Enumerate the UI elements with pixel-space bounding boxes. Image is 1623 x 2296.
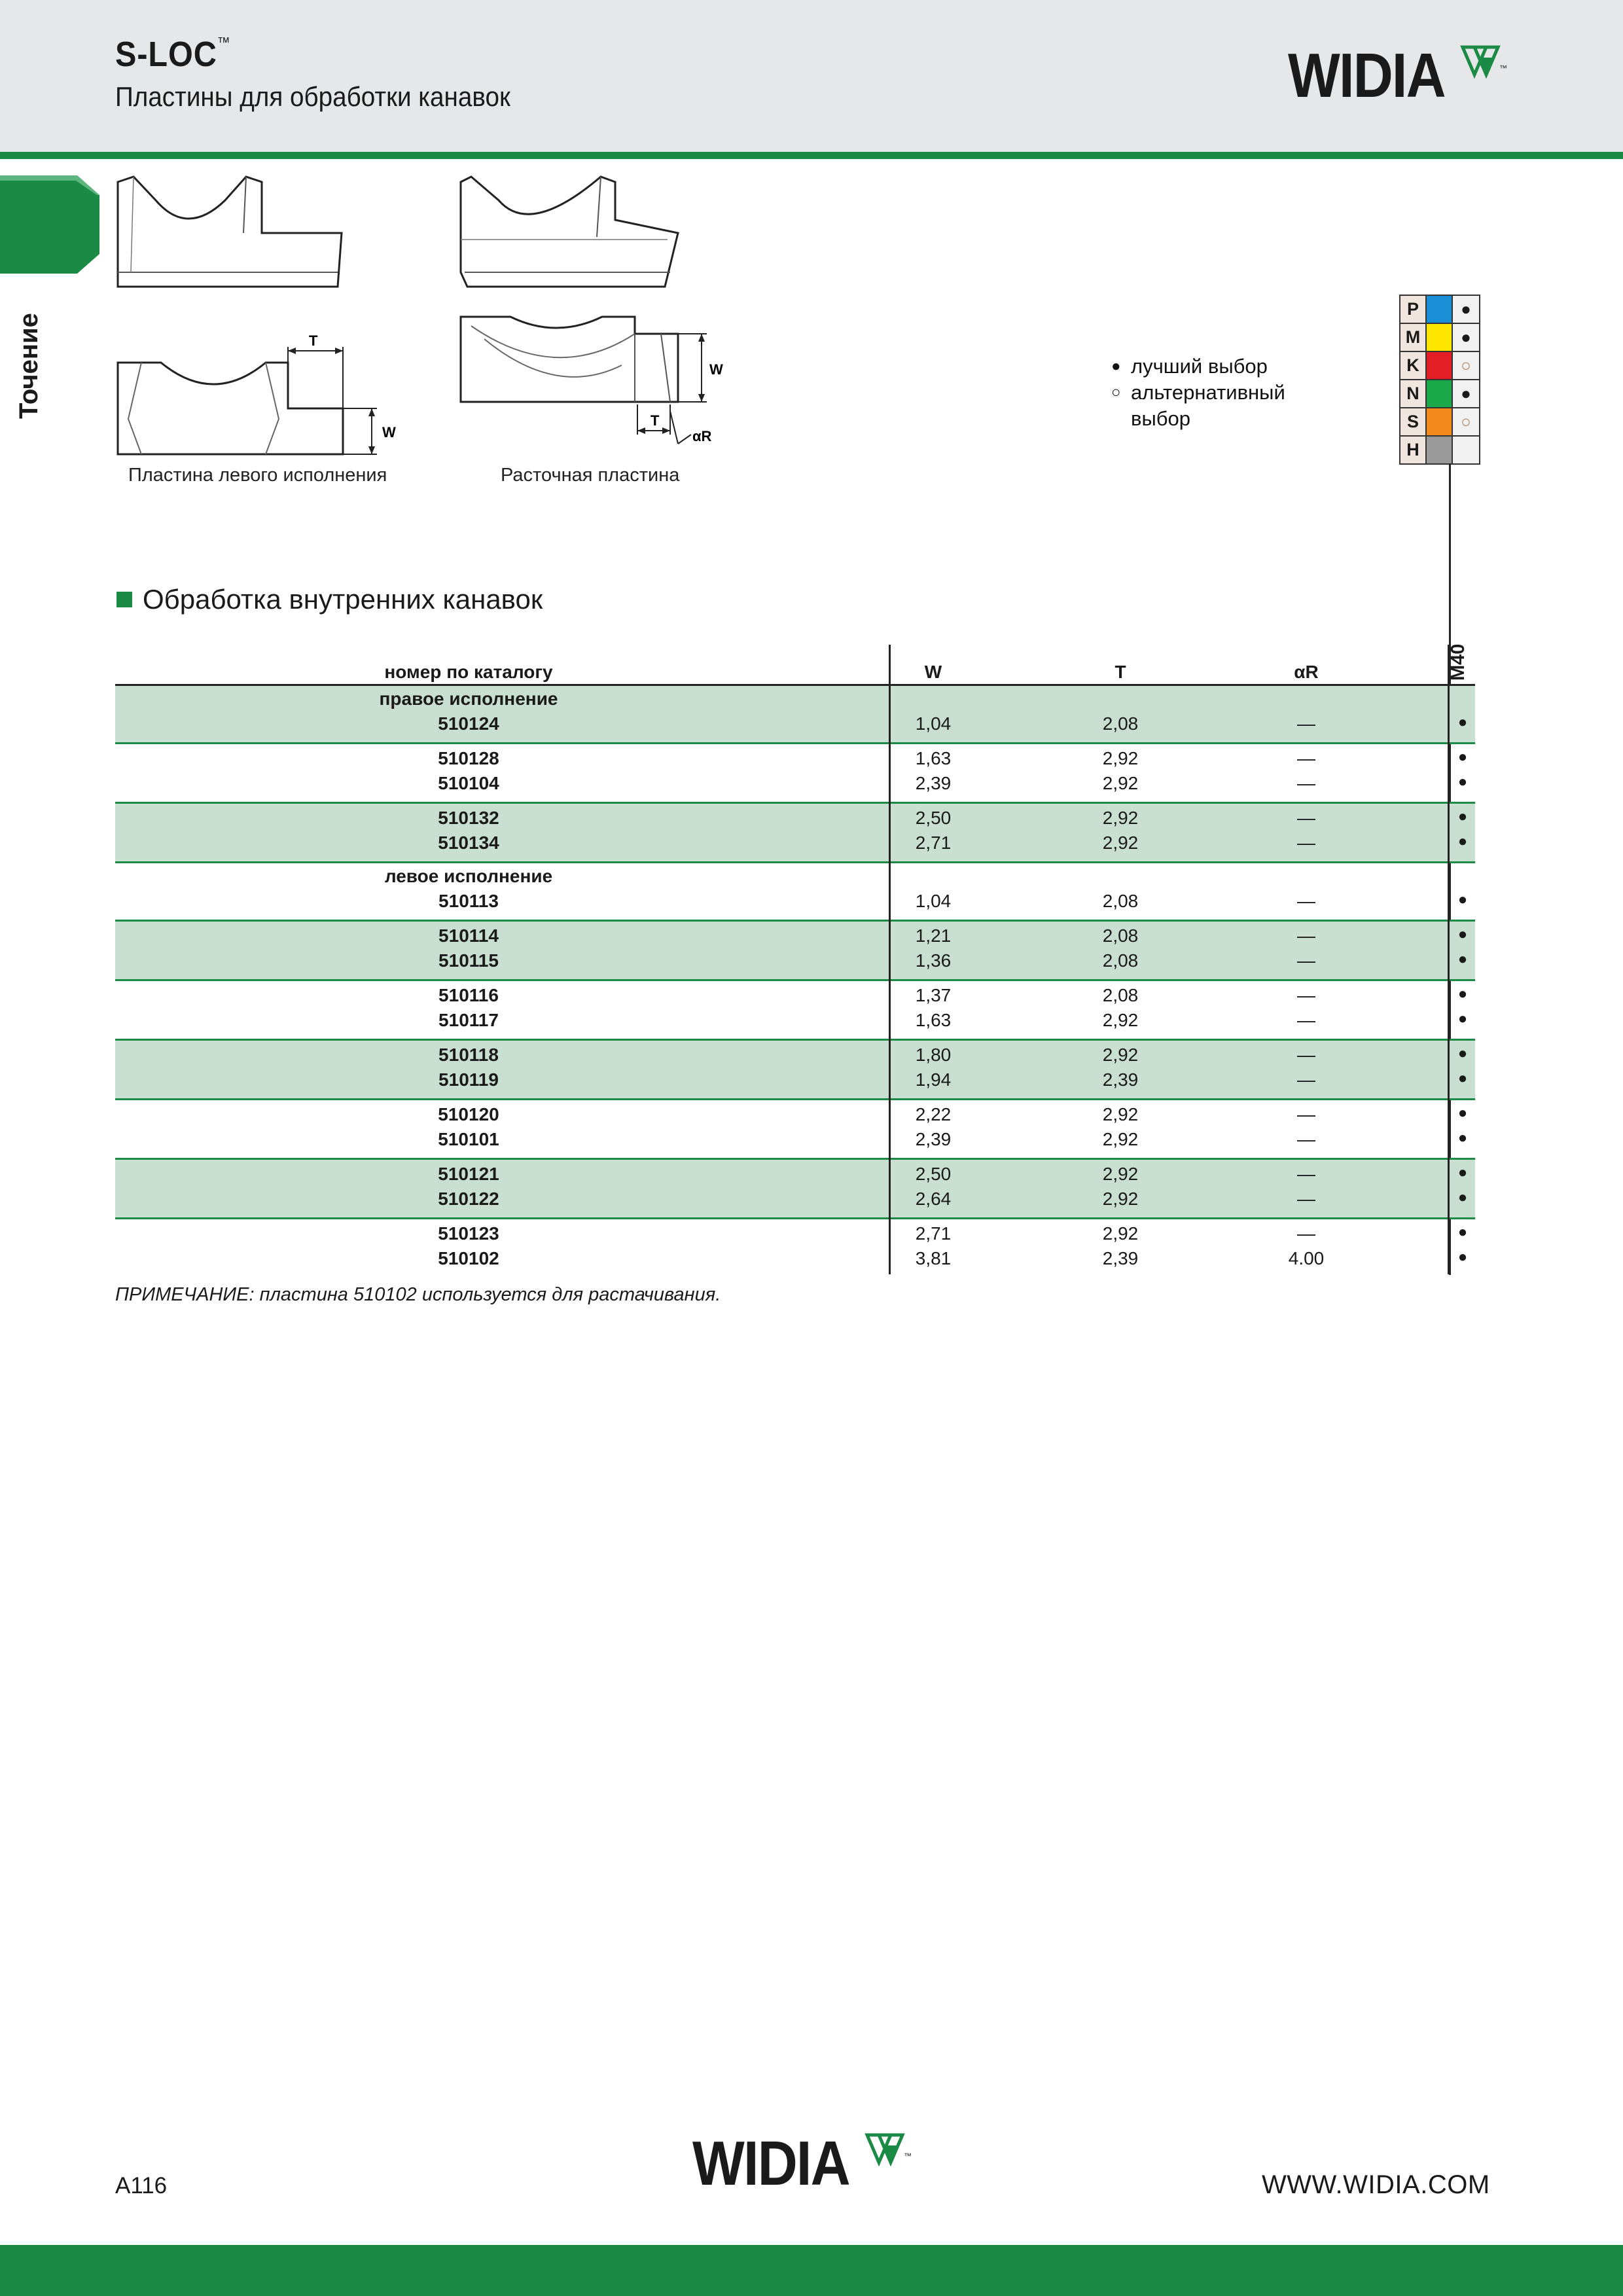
dim-W2-label: W	[709, 361, 723, 378]
catalog-number: 510115	[438, 950, 499, 971]
cell-aR: —	[1297, 1223, 1315, 1244]
cell-aR: —	[1297, 1045, 1315, 1065]
cell-T: 2,08	[1102, 925, 1139, 946]
page-subtitle: Пластины для обработки канавок	[115, 81, 510, 112]
cell-W: 1,63	[915, 748, 952, 768]
material-rating: ●	[1452, 323, 1480, 351]
cell-T: 2,39	[1102, 1069, 1139, 1090]
cell-aR: —	[1297, 1010, 1315, 1030]
grade-rating-icon: ●	[1457, 1010, 1468, 1028]
material-color-swatch	[1426, 323, 1452, 351]
table-row-group	[115, 1219, 1475, 1274]
table-row-group	[115, 1041, 1475, 1100]
material-color-swatch	[1426, 436, 1452, 464]
cell-W: 1,04	[915, 713, 952, 734]
material-letter: H	[1400, 436, 1426, 464]
legend-alt-line2: выбор	[1131, 407, 1190, 430]
catalog-number: 510134	[438, 833, 499, 853]
left-insert-caption: Пластина левого исполнения	[128, 465, 387, 486]
cell-aR: —	[1297, 1069, 1315, 1090]
cell-aR: —	[1297, 713, 1315, 734]
cell-aR: —	[1297, 1164, 1315, 1184]
cell-aR: —	[1297, 985, 1315, 1005]
header-W: W	[924, 662, 942, 682]
cell-T: 2,92	[1102, 773, 1139, 793]
cell-W: 2,39	[915, 773, 952, 793]
legend	[1111, 353, 1285, 432]
catalog-number: 510124	[438, 713, 499, 734]
material-rating: ○	[1452, 351, 1480, 380]
cell-aR: —	[1297, 891, 1315, 911]
header-T: T	[1115, 662, 1126, 682]
header-catalog: номер по каталогу	[384, 662, 553, 682]
grade-rating-icon: ●	[1457, 1069, 1468, 1087]
cell-T: 2,39	[1102, 1248, 1139, 1268]
legend-best-label: лучший выбор	[1131, 355, 1268, 378]
left-insert-top-view	[115, 174, 351, 292]
dim-T2-label: T	[651, 412, 660, 429]
grade-rating-icon: ●	[1457, 713, 1468, 731]
column-divider	[889, 645, 891, 1274]
grade-rating-icon: ●	[1457, 925, 1468, 943]
cell-T: 2,92	[1102, 833, 1139, 853]
logo-word: WIDIA	[1288, 41, 1445, 111]
section-heading	[116, 584, 543, 615]
grade-rating-icon: ●	[1457, 1248, 1468, 1266]
material-row	[1400, 436, 1480, 464]
table-row-group	[115, 981, 1475, 1041]
cell-aR: —	[1297, 1129, 1315, 1149]
cell-aR: —	[1297, 1104, 1315, 1124]
cell-T: 2,92	[1102, 1223, 1139, 1244]
cell-W: 1,94	[915, 1069, 952, 1090]
table-row-group	[115, 863, 1475, 922]
grade-rating-icon: ●	[1457, 808, 1468, 825]
cell-W: 2,71	[915, 1223, 952, 1244]
grade-rating-icon: ●	[1457, 1045, 1468, 1062]
cell-W: 1,21	[915, 925, 952, 946]
material-group-chart	[1399, 295, 1480, 465]
cell-W: 1,04	[915, 891, 952, 911]
legend-alt	[1111, 380, 1285, 432]
website-link[interactable]: WWW.WIDIA.COM	[1262, 2170, 1490, 2199]
material-rating: ○	[1452, 408, 1480, 436]
cell-W: 1,36	[915, 950, 952, 971]
catalog-number: 510121	[438, 1164, 499, 1184]
dim-aR-label: αR	[692, 428, 712, 444]
grade-rating-icon: ●	[1457, 833, 1468, 850]
grade-column-line-left	[1448, 645, 1450, 1274]
material-color-swatch	[1426, 408, 1452, 436]
footer-widia-triangle-icon	[865, 2132, 917, 2178]
legend-alt-label	[1131, 380, 1285, 432]
material-row	[1400, 351, 1480, 380]
grade-rating-icon: ●	[1457, 1164, 1468, 1181]
table-row-group	[115, 744, 1475, 804]
group-label: левое исполнение	[384, 866, 553, 886]
catalog-number: 510104	[438, 773, 499, 793]
catalog-number: 510116	[438, 985, 499, 1005]
material-letter: P	[1400, 295, 1426, 323]
group-label: правое исполнение	[379, 689, 558, 709]
dim-T-label: T	[309, 332, 318, 349]
table-row-group	[115, 922, 1475, 981]
catalog-number: 510117	[438, 1010, 499, 1030]
cell-T: 2,08	[1102, 985, 1139, 1005]
trademark: ™	[217, 34, 231, 50]
cell-W: 1,80	[915, 1045, 952, 1065]
material-letter: M	[1400, 323, 1426, 351]
table-row-group	[115, 1100, 1475, 1160]
material-row	[1400, 380, 1480, 408]
cell-T: 2,08	[1102, 713, 1139, 734]
table-row-group	[115, 1160, 1475, 1219]
page-title	[115, 34, 230, 75]
cell-T: 2,08	[1102, 891, 1139, 911]
section-tab-label: Точение	[14, 313, 43, 419]
cell-W: 1,37	[915, 985, 952, 1005]
catalog-number: 510119	[438, 1069, 499, 1090]
cell-T: 2,92	[1102, 748, 1139, 768]
footer-logo-word: WIDIA	[692, 2128, 849, 2198]
header-aR: αR	[1294, 662, 1319, 682]
catalog-number: 510132	[438, 808, 499, 828]
catalog-number: 510118	[438, 1045, 499, 1065]
cell-T: 2,92	[1102, 1104, 1139, 1124]
page-number: A116	[115, 2173, 168, 2198]
section-bullet-icon	[116, 592, 132, 607]
cell-T: 2,92	[1102, 1045, 1139, 1065]
cell-T: 2,92	[1102, 1129, 1139, 1149]
catalog-number: 510113	[438, 891, 499, 911]
material-color-swatch	[1426, 351, 1452, 380]
cell-T: 2,92	[1102, 1010, 1139, 1030]
grade-rating-icon: ●	[1457, 1104, 1468, 1122]
material-letter: N	[1400, 380, 1426, 408]
best-choice-icon: ●	[1111, 357, 1121, 375]
footer-widia-logo	[692, 2128, 917, 2198]
dim-W-label: W	[382, 424, 396, 440]
footer-bar	[0, 2245, 1623, 2296]
cell-W: 2,64	[915, 1189, 952, 1209]
material-row	[1400, 323, 1480, 351]
boring-insert-top-view	[458, 174, 681, 292]
table-note: ПРИМЕЧАНИЕ: пластина 510102 используется для растачивания.	[115, 1284, 721, 1305]
table-row-group	[115, 804, 1475, 863]
grade-rating-icon: ●	[1457, 1189, 1468, 1206]
grade-rating-icon: ●	[1457, 950, 1468, 968]
material-color-swatch	[1426, 295, 1452, 323]
title-text: S-LOC	[115, 35, 217, 74]
cell-aR: —	[1297, 1189, 1315, 1209]
material-row	[1400, 408, 1480, 436]
boring-insert-dimension-view	[458, 313, 733, 458]
cell-T: 2,92	[1102, 808, 1139, 828]
cell-aR: —	[1297, 950, 1315, 971]
cell-aR: —	[1297, 833, 1315, 853]
cell-T: 2,92	[1102, 1189, 1139, 1209]
boring-insert-caption: Расточная пластина	[501, 465, 680, 486]
cell-W: 2,39	[915, 1129, 952, 1149]
material-letter: K	[1400, 351, 1426, 380]
widia-logo	[1288, 41, 1512, 111]
widia-triangle-icon	[1460, 45, 1512, 90]
legend-best	[1111, 353, 1285, 380]
cell-W: 3,81	[915, 1248, 952, 1268]
grade-header: M40	[1448, 643, 1469, 681]
grade-rating-icon: ●	[1457, 1223, 1468, 1241]
cell-aR: —	[1297, 925, 1315, 946]
footer-logo-tm: ™	[903, 2151, 912, 2161]
cell-aR: 4.00	[1288, 1248, 1325, 1268]
material-rating: ●	[1452, 380, 1480, 408]
cell-W: 2,71	[915, 833, 952, 853]
catalog-number: 510120	[438, 1104, 499, 1124]
grade-rating-icon: ●	[1457, 985, 1468, 1003]
grade-rating-icon: ●	[1457, 1129, 1468, 1147]
legend-alt-line1: альтернативный	[1131, 381, 1285, 404]
alt-choice-icon: ○	[1111, 384, 1121, 401]
catalog-number: 510114	[438, 925, 499, 946]
catalog-number: 510122	[438, 1189, 499, 1209]
cell-T: 2,92	[1102, 1164, 1139, 1184]
section-title: Обработка внутренних канавок	[143, 584, 543, 615]
cell-W: 2,50	[915, 808, 952, 828]
cell-W: 1,63	[915, 1010, 952, 1030]
cell-aR: —	[1297, 773, 1315, 793]
grade-rating-icon: ●	[1457, 748, 1468, 766]
material-row	[1400, 295, 1480, 323]
cell-W: 2,50	[915, 1164, 952, 1184]
header-divider	[0, 152, 1623, 159]
material-color-swatch	[1426, 380, 1452, 408]
left-insert-dimension-view	[115, 327, 403, 458]
cell-W: 2,22	[915, 1104, 952, 1124]
catalog-number: 510123	[438, 1223, 499, 1244]
catalog-number: 510128	[438, 748, 499, 768]
material-letter: S	[1400, 408, 1426, 436]
section-tab	[0, 175, 99, 274]
grade-rating-icon: ●	[1457, 891, 1468, 908]
logo-tm: ™	[1499, 63, 1507, 73]
material-rating: ●	[1452, 295, 1480, 323]
grade-rating-icon: ●	[1457, 773, 1468, 791]
catalog-number: 510102	[438, 1248, 499, 1268]
cell-T: 2,08	[1102, 950, 1139, 971]
cell-aR: —	[1297, 748, 1315, 768]
material-rating	[1452, 436, 1480, 464]
catalog-number: 510101	[438, 1129, 499, 1149]
table-row-group	[115, 686, 1475, 744]
cell-aR: —	[1297, 808, 1315, 828]
